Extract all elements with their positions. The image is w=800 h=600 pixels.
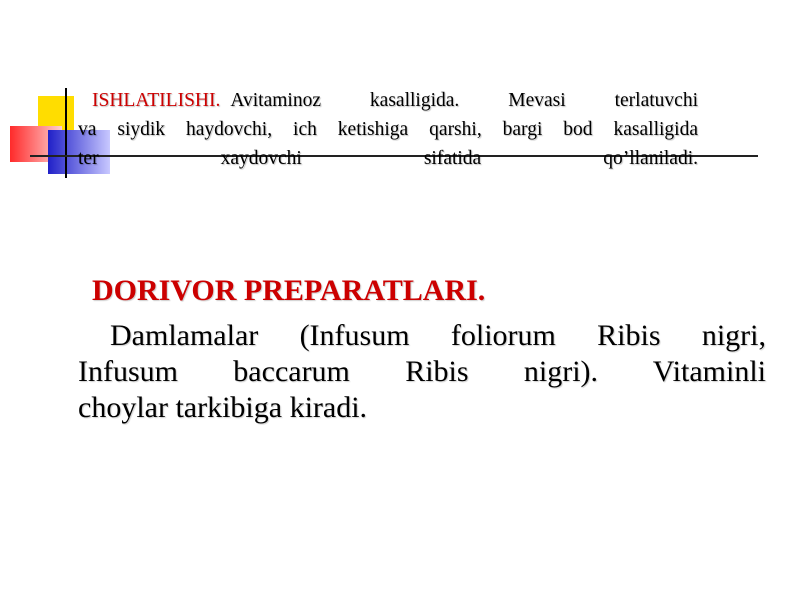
usage-line-3 (78, 144, 698, 173)
usage-paragraph (78, 86, 698, 173)
usage-heading: ISHLATILISHI. (92, 90, 221, 111)
preparations-line-2: Infusum baccarum Ribis nigri). Vitaminli (78, 355, 766, 388)
usage-word: qo’llaniladi. (603, 148, 698, 169)
usage-word: ter (78, 148, 99, 169)
preparations-line-3: choylar tarkibiga kiradi. (78, 391, 368, 424)
usage-word: sifatida (423, 148, 482, 169)
usage-line-2: va siydik haydovchi, ich ketishiga qarshi, bargi bod kasalligida (78, 119, 698, 140)
preparations-line-1: Damlamalar (Infusum foliorum Ribis nigri, (110, 319, 766, 352)
usage-line-1 (78, 86, 698, 115)
preparations-paragraph (78, 318, 766, 426)
usage-line-1-text: Avitaminoz kasalligida. Mevasi terlatuvchi (230, 90, 698, 111)
usage-word: xaydovchi (220, 148, 302, 169)
preparations-title: DORIVOR PREPARATLARI. (92, 274, 486, 307)
